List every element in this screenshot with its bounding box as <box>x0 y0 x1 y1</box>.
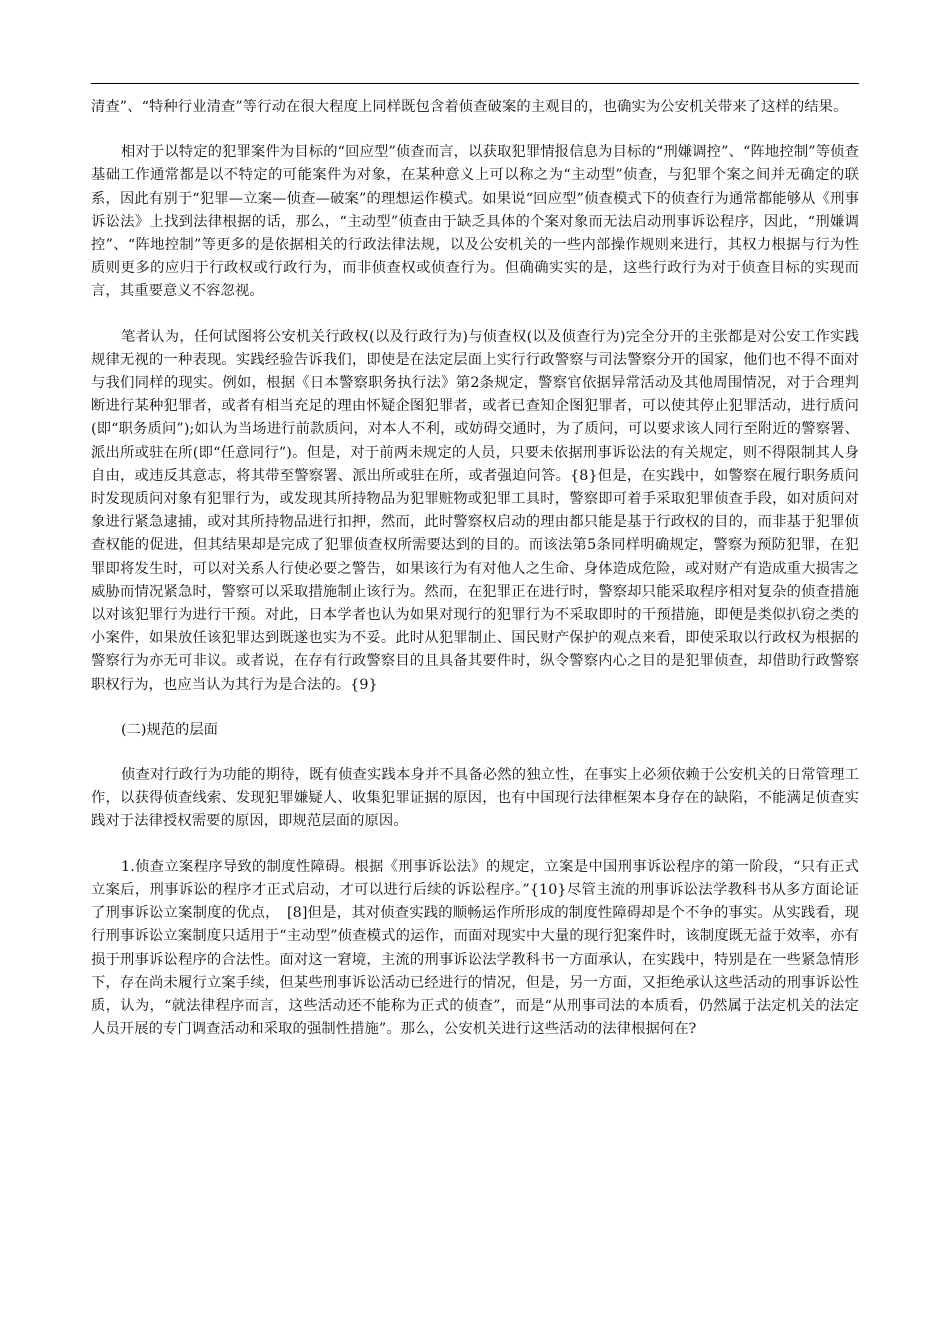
paragraph-filing-procedure: 1.侦查立案程序导致的制度性障碍。根据《刑事诉讼法》的规定，立案是中国刑事诉讼程序的第一阶段，“只有正式立案后，刑事诉讼的程序才正式启动，才可以进行后续的诉讼程序。”{10}尽管主流的刑事诉讼法学教科书从多方面论证了刑事诉讼立案制度的优点， [8]但是，其对侦查实践的顺畅运作所形成的制度性障碍却是个不争的事实。从实践看，现行刑事诉讼立案制度只适用于“主动型”侦查模式的运作，而面对现实中大量的现行犯案件时，该制度既无益于效率，亦有损于刑事诉讼程序的合法性。面对这一窘境，主流的刑事诉讼法学教科书一方面承认，在实践中，特别是在一些紧急情形下，存在尚未履行立案手续，但某些刑事诉讼活动已经进行的情况，但是，另一方面，又拒绝承认这些活动的刑事诉讼性质，认为，“就法律程序而言，这些活动还不能称为正式的侦查”，而是“从刑事司法的本质看，仍然属于法定机关的法定人员开展的专门调查活动和采取的强制性措施”。那么，公安机关进行这些活动的法律根据何在? <box>91 858 859 1038</box>
header-rule <box>91 83 859 84</box>
paragraph-normative-level: 侦查对行政行为功能的期待，既有侦查实践本身并不具备必然的独立性，在事实上必须依赖于公安机关的日常管理工作，以获得侦查线索、发现犯罪嫌疑人、收集犯罪证据的原因，也有中国现行法律框架本身存在的缺陷，不能满足侦查实践对于法律授权需要的原因，即规范层面的原因。 <box>91 767 859 830</box>
paragraph-author-view: 笔者认为，任何试图将公安机关行政权(以及行政行为)与侦查权(以及侦查行为)完全分开的主张都是对公安工作实践规律无视的一种表现。实践经验告诉我们，即使是在法定层面上实行行政警察与司法警察分开的国家，他们也不得不面对与我们同样的现实。例如，根据《日本警察职务执行法》第2条规定，警察官依据异常活动及其他周围情况，对于合理判断进行某种犯罪者，或者有相当充足的理由怀疑企图犯罪者，或者已查知企图犯罪者，可以使其停止犯罪活动，进行质问(即“职务质问”);如认为当场进行前款质问，对本人不利，或妨碍交通时，为了质问，可以要求该人同行至附近的警察署、派出所或驻在所(即“任意同行”)。但是，对于前两未规定的人员，只要未依据刑事诉讼法的有关规定，则不得限制其人身自由，或违反其意志，将其带至警察署、派出所或驻在所，或者强迫问答。{8}但是，在实践中，如警察在履行职务质问时发现质问对象有犯罪行为，或发现其所持物品为犯罪赃物或犯罪工具时，警察即可着手采取犯罪侦查手段，如对质问对象进行紧急逮捕，或对其所持物品进行扣押，然而，此时警察权启动的理由都只能是基于行政权的目的，而非基于犯罪侦查权能的促进，但其结果却是完成了犯罪侦查权所需要达到的目的。而该法第5条同样明确规定，警察为预防犯罪，在犯罪即将发生时，可以对关系人行使必要之警告，如果该行为有对他人之生命、身体造成危险，或对财产有造成重大损害之威胁而情况紧急时，警察可以采取措施制止该行为。然而，在犯罪正在进行时，警察却只能采取程序相对复杂的侦查措施以对该犯罪行为进行干预。对此，日本学者也认为如果对现行的犯罪行为不采取即时的干预措施，即便是类似扒窃之类的小案件，如果放任该犯罪达到既遂也实为不妥。此时从犯罪制止、国民财产保护的观点来看，即使采取以行政权为根据的警察行为亦无可非议。或者说，在存有行政警察目的且具备其要件时，纵令警察内心之目的是犯罪侦查，却借助行政警察职权行为，也应当认为其行为是合法的。{9} <box>91 328 859 693</box>
paragraph-continuation: 清查”、“特种行业清查”等行动在很大程度上同样既包含着侦查破案的主观目的，也确实为公安机关带来了这样的结果。 <box>91 99 848 115</box>
document-body <box>91 96 859 1041</box>
paragraph-active-investigation: 相对于以特定的犯罪案件为目标的“回应型”侦查而言，以获取犯罪情报信息为目标的“刑嫌调控”、“阵地控制”等侦查基础工作通常都是以不特定的可能案件为对象，在某种意义上可以称之为“主动型”侦查，与犯罪个案之间并无确定的联系，因此有别于“犯罪—立案—侦查—破案”的理想运作模式。如果说“回应型”侦查模式下的侦查行为通常都能够从《刑事诉讼法》上找到法律根据的话，那么，“主动型”侦查由于缺乏具体的个案对象而无法启动刑事诉讼程序，因此，“刑嫌调控”、“阵地控制”等更多的是依据相关的行政法律法规，以及公安机关的一些内部操作规则来进行，其权力根据与行为性质则更多的应归于行政权或行政行为，而非侦查权或侦查行为。但确确实实的是，这些行政行为对于侦查目标的实现而言，其重要意义不容忽视。 <box>91 144 859 300</box>
section-heading: (二)规范的层面 <box>121 721 218 738</box>
